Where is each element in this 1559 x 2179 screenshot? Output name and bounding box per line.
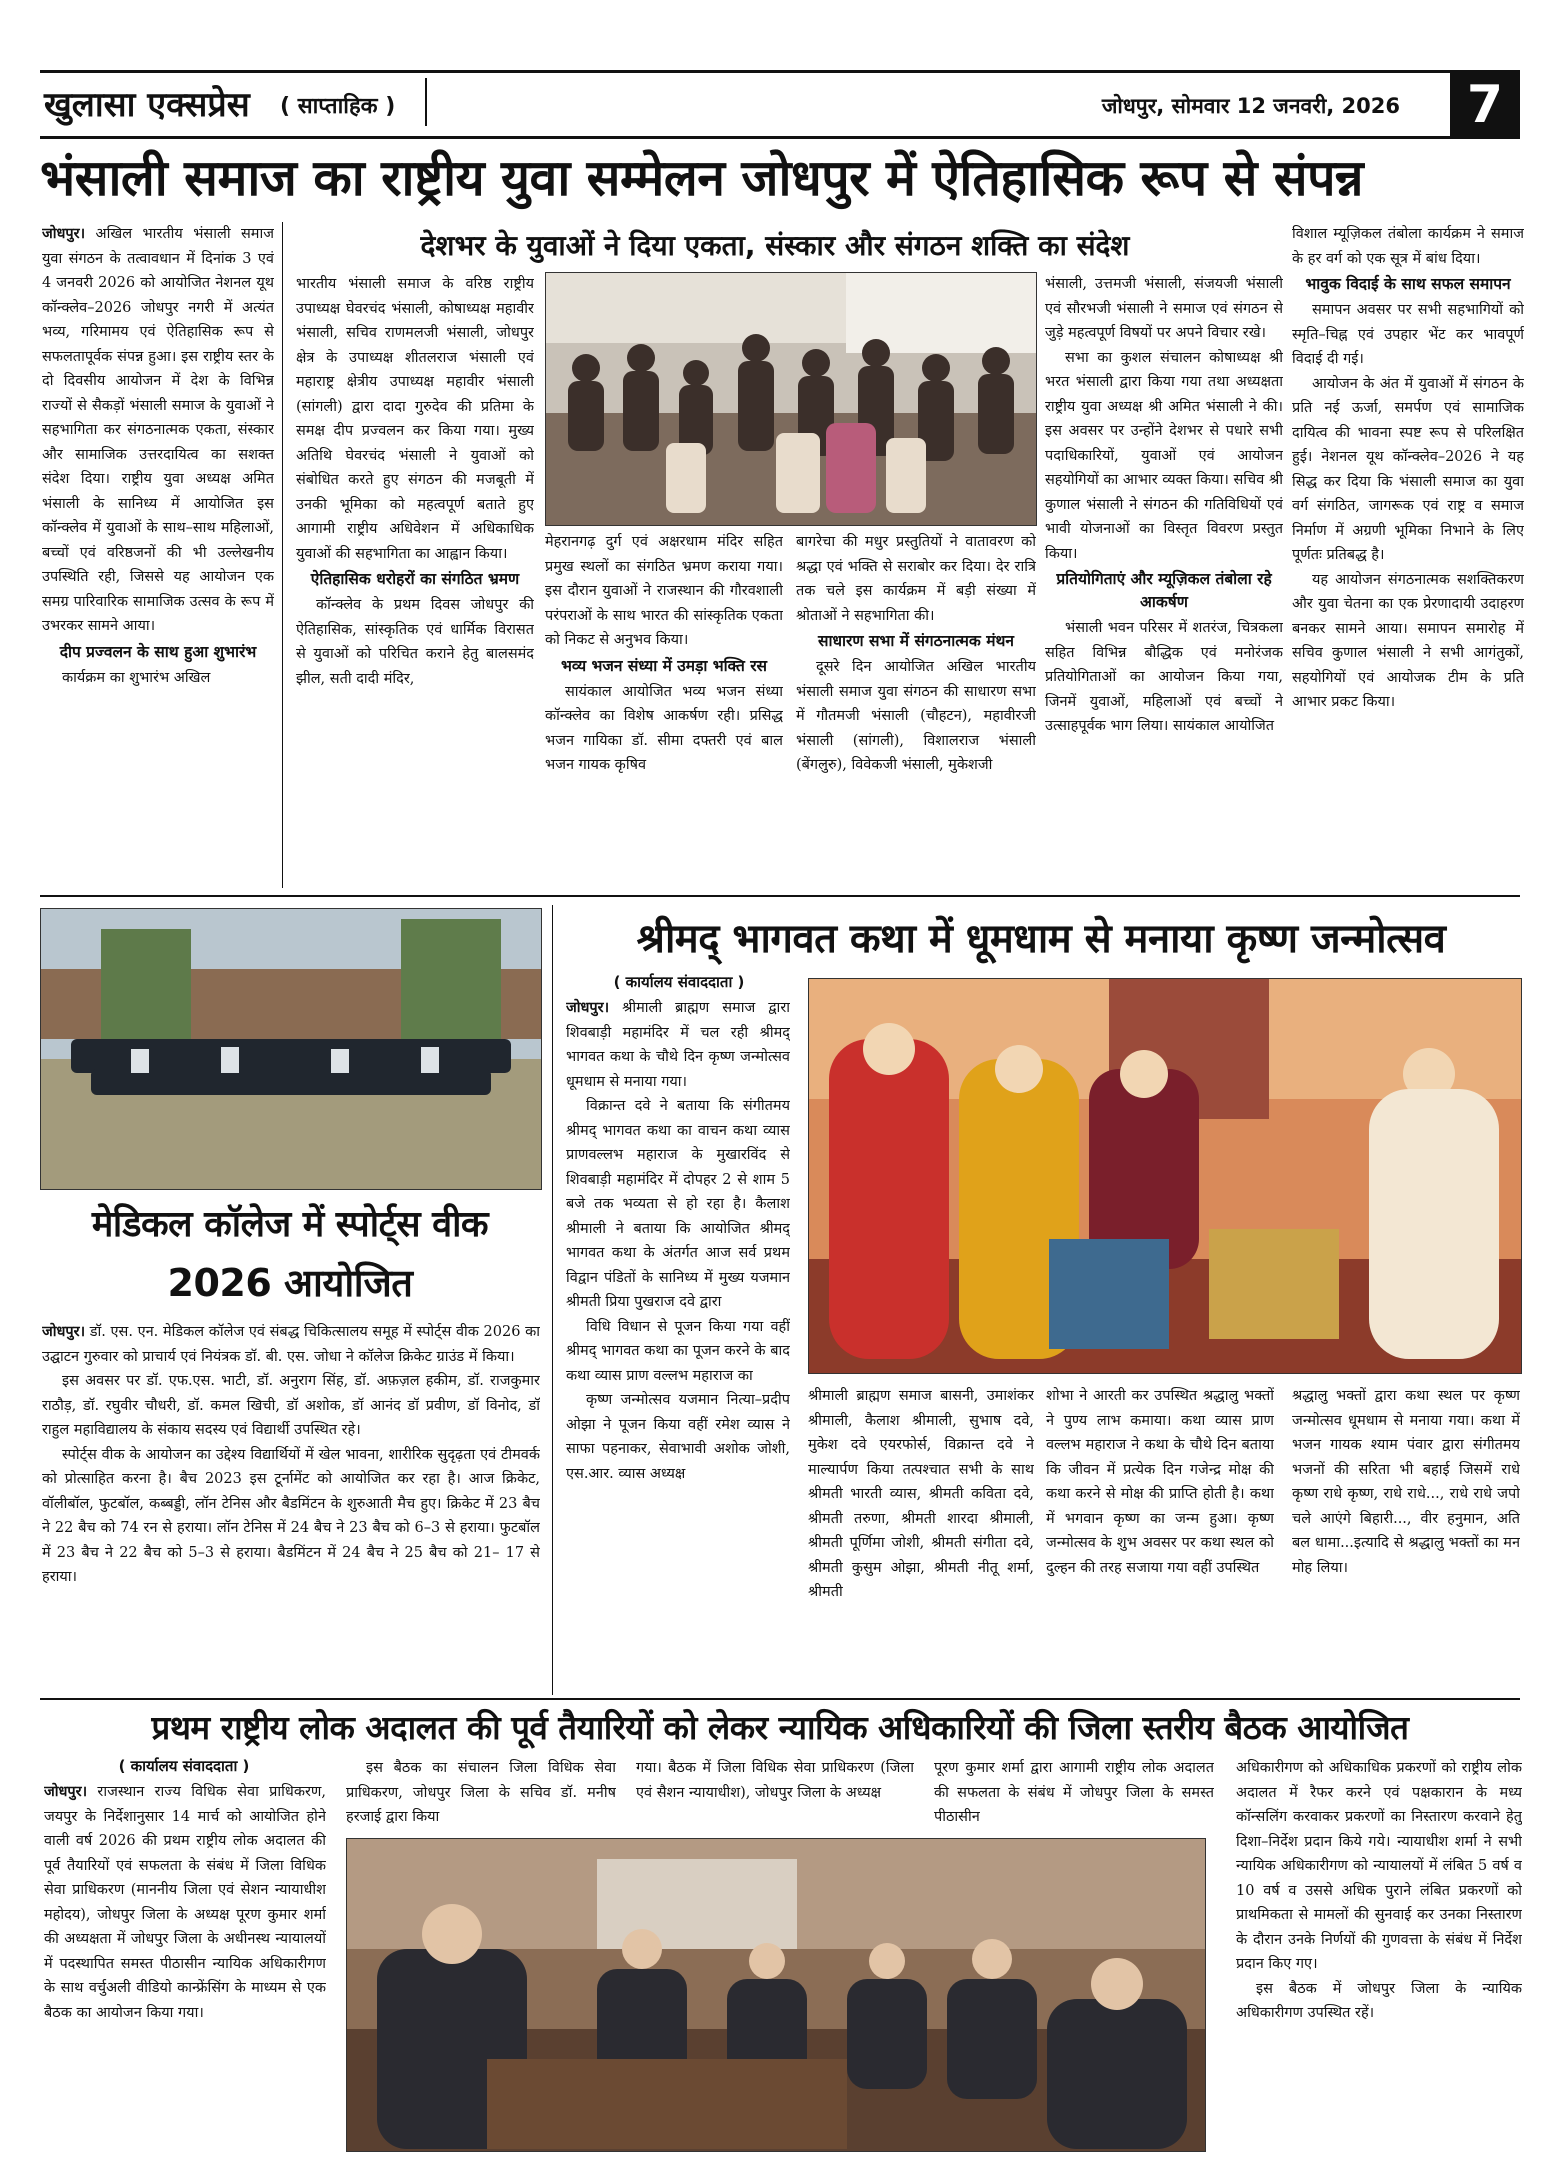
story2-headline-line2: 2026 आयोजित	[167, 1261, 413, 1305]
story1-col3-p2: सायंकाल आयोजित भव्य भजन संध्या कॉन्क्लेव का विशेष आकर्षण रही। प्रसिद्ध भजन गायिका डॉ. सीमा दफ्तरी एवं बाल भजन गायक कृषिव	[545, 683, 783, 773]
story3-col1-p3: विधि विधान से पूजन किया गया वहीं श्रीमद् भागवत कथा का पूजन करने के बाद कथा व्यास प्राण वल्लभ महाराज का	[566, 1318, 790, 1384]
judicial-meeting-photo-art	[347, 1839, 1205, 2151]
story1-col5-p1: भंसाली, उत्तमजी भंसाली, संजयजी भंसाली एवं सौरभजी भंसाली ने समाज एवं संगठन से जुड़े महत्वपूर्ण विषयों पर अपने विचार रखे।	[1045, 276, 1283, 341]
masthead-bottom-rule	[40, 136, 1520, 139]
story2-p3: स्पोर्ट्स वीक के आयोजन का उद्देश्य विद्यार्थियों में खेल भावना, शारीरिक सुदृढ़ता एवं टीमवर्क को प्रोत्साहित करना है। बैच 2023 इस टूर्नामेंट को आयोजित कर रहा है। आज क्रिकेट, वॉलीबॉल, फुटबॉल, कब्बड्डी, लॉन टेनिस और बैडमिंटन के शुरुआती मैच हुए। क्रिकेट में 23 बैच ने 22 बैच को 74 रन से हराया। लॉन टेनिस में 24 बैच ने 23 बैच को 6–3 से हराया। फुटबॉल में 23 बैच ने 22 बैच को 5–3 से हराया। बैडमिंटन में 24 बैच ने 25 बैच को 21– 17 से हराया।	[42, 1446, 540, 1585]
story3-col3	[1046, 1384, 1274, 1692]
masthead-top-rule	[40, 70, 1520, 73]
krishna-janmotsav-photo-art	[809, 979, 1521, 1373]
story1-subheadline: देशभर के युवाओं ने दिया एकता, संस्कार और संगठन शक्ति का संदेश	[420, 229, 1130, 262]
story3-col4	[1292, 1384, 1520, 1692]
section-rule-1	[40, 895, 1520, 897]
story3-col4-p1: श्रद्धालु भक्तों द्वारा कथा स्थल पर कृष्ण जन्मोत्सव धूमधाम से मनाया गया। कथा में भजन गायक श्याम पंवार द्वारा संगीतमय भजनों की सरिता भी बहाई जिसमें राधे कृष्ण राधे कृष्ण, राधे राधे..., राधे राधे जपो चले आएंगे बिहारी..., वीर हनुमान, अति बल धामा...इत्यादि से श्रद्धालु भक्तों का मन मोह लिया।	[1292, 1388, 1520, 1576]
sports-week-photo-art	[41, 909, 541, 1189]
story2-body	[42, 1320, 540, 1692]
page-number: 7	[1450, 72, 1520, 138]
story4-col2	[346, 1756, 616, 1836]
story3-col3-p1: शोभा ने आरती कर उपस्थित श्रद्धालु भक्तों ने पुण्य लाभ कमाया। कथा व्यास प्राण वल्लभ महाराज ने कथा के चौथे दिन बताया कि जीवन में प्रत्येक दिन गजेन्द्र मोक्ष की कथा करने से मोक्ष की प्राप्ति होती है। कथा में भगवान कृष्ण का जन्म हुआ। कृष्ण जन्मोत्सव के शुभ अवसर पर कथा स्थल को दुल्हन की तरह सजाया गया वहीं उपस्थित	[1046, 1388, 1274, 1576]
story4-col2-p1: इस बैठक का संचालन जिला विधिक सेवा प्राधिकरण, जोधपुर जिला के सचिव डॉ. मनीष हरजाई द्वारा किया	[346, 1760, 616, 1825]
story1-col3-p1: मेहरानगढ़ दुर्ग एवं अक्षरधाम मंदिर सहित प्रमुख स्थलों का संगठित भ्रमण कराया गया। इस दौरान युवाओं ने राजस्थान की गौरवशाली परंपराओं के साथ भारत की सांस्कृतिक एकता को निकट से अनुभव किया।	[545, 534, 783, 648]
story4-col5-p1: अधिकारीगण को अधिकाधिक प्रकरणों को राष्ट्रीय लोक अदालत में रैफर करने एवं पक्षकारान के मध्य कॉन्सलिंग करवाकर प्रकरणों का निस्तारण करवाने हेतु दिशा–निर्देश प्रदान किये गये। न्यायाधीश शर्मा ने सभी न्यायिक अधिकारीगण को न्यायालयों में लंबित 5 वर्ष व 10 वर्ष व उससे अधिक पुराने लंबित प्रकरणों को प्राथमिकता से मामलों की सुनवाई कर उनका निस्तारण के दौरान उनके निर्णयों की गुणवत्ता के संबंध में निर्देश प्रदान किए गए।	[1236, 1760, 1522, 1972]
story4-credit: ( कार्यालय संवाददाता )	[118, 1757, 250, 1775]
story3-credit: ( कार्यालय संवाददाता )	[613, 973, 745, 991]
story1-col4-p1: बागरेचा की मधुर प्रस्तुतियों ने वातावरण को श्रद्धा एवं भक्ति से सराबोर कर दिया। देर रात्रि तक चले इस कार्यक्रम में बड़ी संख्या में श्रोताओं ने सहभागिता की।	[796, 534, 1036, 624]
masthead-name: खुलासा एक्सप्रेस	[44, 85, 250, 125]
column-rule	[282, 222, 283, 888]
masthead-divider	[425, 78, 427, 126]
conclave-group-photo-art	[546, 273, 1036, 525]
sports-week-group-photo	[40, 908, 542, 1190]
story1-col6-subhead: भावुक विदाई के साथ सफल समापन	[1305, 275, 1511, 293]
story2-location: जोधपुर।	[42, 1323, 86, 1340]
story3-location: जोधपुर।	[566, 999, 610, 1016]
story4-col3-p1: गया। बैठक में जिला विधिक सेवा प्राधिकरण (जिला एवं सैशन न्यायाधीश), जोधपुर जिला के अध्यक्ष	[636, 1760, 914, 1801]
story3-col1	[566, 996, 790, 1691]
story1-col6-p1: विशाल म्यूज़िकल तंबोला कार्यक्रम ने समाज के हर वर्ग को एक सूत्र में बांध दिया।	[1292, 226, 1524, 267]
story4-col5	[1236, 1756, 1522, 2152]
story3-headline: श्रीमद् भागवत कथा में धूमधाम से मनाया कृष्ण जन्मोत्सव	[636, 916, 1446, 962]
story4-col3	[636, 1756, 914, 1836]
story1-col2	[296, 272, 534, 888]
story1-col6-p2: समापन अवसर पर सभी सहभागियों को स्मृति–चिह्न एवं उपहार भेंट कर भावपूर्ण विदाई दी गई।	[1292, 302, 1524, 367]
story4-col1	[44, 1780, 326, 2150]
story1-col1-subhead: दीप प्रज्वलन के साथ हुआ शुभारंभ	[59, 642, 257, 661]
story2-p2: इस अवसर पर डॉ. एफ.एस. भाटी, डॉ. अनुराग सिंह, डॉ. अफ़ज़ल हकीम, डॉ. राजकुमार राठौड़, डॉ. रघुवीर चौधरी, डॉ. कमल खिची, डॉ अशोक, डॉ आनंद डॉ प्रवीण, डॉ विनोद, डॉ राहुल महाविद्यालय के संकाय सदस्य एवं विद्यार्थी उपस्थित रहे।	[42, 1373, 540, 1438]
story1-col3	[545, 530, 783, 888]
column-rule	[552, 905, 553, 1695]
story1-col4	[796, 530, 1036, 888]
story1-col5	[1045, 272, 1283, 888]
story1-col5-p2: सभा का कुशल संचालन कोषाध्यक्ष श्री भरत भंसाली द्वारा किया गया तथा अध्यक्षता राष्ट्रीय युवा अध्यक्ष श्री अमित भंसाली ने की। इस अवसर पर उन्होंने देशभर से पधारे सभी पदाधिकारियों, युवाओं एवं आयोजन सहयोगियों का आभार व्यक्त किया। सचिव श्री कुणाल भंसाली ने संगठन की गतिविधियों एवं भावी योजनाओं का विस्तृत विवरण प्रस्तुत किया।	[1045, 349, 1283, 562]
story1-headline: भंसाली समाज का राष्ट्रीय युवा सम्मेलन जोधपुर में ऐतिहासिक रूप से संपन्न	[40, 149, 1363, 207]
story1-col2-p2: कॉन्क्लेव के प्रथम दिवस जोधपुर की ऐतिहासिक, सांस्कृतिक एवं धार्मिक विरासत से युवाओं को परिचित कराने हेतु बालसमंद झील, सती दादी मंदिर,	[296, 597, 534, 687]
story4-col5-p2: इस बैठक में जोधपुर जिला के न्यायिक अधिकारीगण उपस्थित रहें।	[1236, 1980, 1522, 2021]
story1-col3-subhead: भव्य भजन संध्या में उमड़ा भक्ति रस	[560, 656, 768, 675]
story2-headline-line1: मेडिकल कॉलेज में स्पोर्ट्स वीक	[91, 1204, 489, 1245]
story1-col2-p1: भारतीय भंसाली समाज के वरिष्ठ राष्ट्रीय उपाध्यक्ष घेवरचंद भंसाली, कोषाध्यक्ष महावीर भंसाली, सचिव राणमलजी भंसाली, जोधपुर क्षेत्र के उपाध्यक्ष शीतलराज भंसाली एवं महाराष्ट्र क्षेत्रीय उपाध्यक्ष महावीर भंसाली (सांगली) द्वारा दादा गुरुदेव की प्रतिमा के समक्ष दीप प्रज्वलन कर किया गया। मुख्य अतिथि घेवरचंद भंसाली ने युवाओं को संबोधित करते हुए संगठन की मजबूती में उनकी भूमिका को महत्वपूर्ण बताते हुए आगामी राष्ट्रीय अधिवेशन में अधिकाधिक युवाओं की सहभागिता का आह्वान किया।	[296, 276, 534, 562]
story1-col5-subhead: प्रतियोगिताएं और म्यूज़िकल तंबोला रहे आकर्षण	[1056, 570, 1272, 611]
masthead-frequency: ( साप्ताहिक )	[280, 94, 396, 119]
story4-col1-p1: राजस्थान राज्य विधिक सेवा प्राधिकरण, जयपुर के निर्देशानुसार 14 मार्च को आयोजित होने वाली वर्ष 2026 की प्रथम राष्ट्रीय लोक अदालत की पूर्व तैयारियों एवं सफलता के संबंध में जिला विधिक सेवा प्राधिकरण (माननीय जिला एवं सेशन न्यायाधीश महोदय), जोधपुर जिला के अध्यक्ष पूरण कुमार शर्मा की अध्यक्षता में जोधपुर जिला के अधीनस्थ न्यायालयों में पदस्थापित समस्त पीठासीन न्यायिक अधिकारीगण के साथ वर्चुअली वीडियो कान्फ्रेंसिंग के माध्यम से एक बैठक का आयोजन किया गया।	[44, 1784, 326, 2021]
story3-col2-p1: श्रीमाली ब्राह्मण समाज बासनी, उमाशंकर श्रीमाली, कैलाश श्रीमाली, सुभाष दवे, मुकेश दवे एयरफोर्स, विक्रान्त दवे ने माल्यार्पण किया तत्पश्चात सभी के साथ श्रीमती भारती व्यास, श्रीमती कविता दवे, श्रीमती तरुणा, श्रीमती शारदा श्रीमाली, श्रीमती पूर्णिमा जोशी, श्रीमती संगीता दवे, श्रीमती कुसुम ओझा, श्रीमती नीतू शर्मा, श्रीमती	[808, 1388, 1034, 1600]
story3-col1-p2: विक्रान्त दवे ने बताया कि संगीतमय श्रीमद् भागवत कथा का वाचन कथा व्यास प्राणवल्लभ महाराज के मुखारविंद से शिवबाड़ी महामंदिर में दोपहर 2 से शाम 5 बजे तक भव्यता से हो रहा है। कैलाश श्रीमाली ने बताया कि आयोजित श्रीमद् भागवत कथा के अंतर्गत आज सर्व प्रथम विद्वान पंडितों के सानिध्य में मुख्य यजमान श्रीमती प्रिया पुखराज दवे द्वारा	[566, 1098, 790, 1310]
story1-col2-subhead: ऐतिहासिक धरोहरों का संगठित भ्रमण	[310, 570, 520, 588]
story4-headline: प्रथम राष्ट्रीय लोक अदालत की पूर्व तैयारियों को लेकर न्यायिक अधिकारियों की जिला स्तरीय बैठक आयोजित	[151, 1708, 1409, 1747]
story2-p1: डॉ. एस. एन. मेडिकल कॉलेज एवं संबद्ध चिकित्सालय समूह में स्पोर्ट्स वीक 2026 का उद्घाटन गुरुवार को प्राचार्य एवं नियंत्रक डॉ. बी. एस. जोधा ने कॉलेज क्रिकेट ग्राउंड में किया।	[42, 1324, 540, 1365]
story1-col4-subhead: साधारण सभा में संगठनात्मक मंथन	[818, 632, 1014, 650]
story3-col1-p1: श्रीमाली ब्राह्मण समाज द्वारा शिवबाड़ी महामंदिर में चल रही श्रीमद् भागवत कथा के चौथे दिन कृष्ण जन्मोत्सव धूमधाम से मनाया गया।	[566, 1000, 790, 1090]
story4-location: जोधपुर।	[44, 1783, 88, 1800]
dateline: जोधपुर, सोमवार 12 जनवरी, 2026	[1101, 94, 1400, 118]
story1-col4-p2: दूसरे दिन आयोजित अखिल भारतीय भंसाली समाज युवा संगठन की साधारण सभा में गौतमजी भंसाली (चौहटन), महावीरजी भंसाली (सांगली), विशालराज भंसाली (बेंगलुरु), विवेकजी भंसाली, मुकेशजी	[796, 659, 1036, 773]
story1-col6	[1292, 222, 1524, 888]
conclave-group-photo	[545, 272, 1037, 526]
story1-col1	[42, 222, 274, 890]
story1-col6-p3: आयोजन के अंत में युवाओं में संगठन के प्रति नई ऊर्जा, समर्पण एवं सामाजिक दायित्व की भावना स्पष्ट रूप से परिलक्षित हुई। नेशनल यूथ कॉन्क्लेव–2026 ने यह सिद्ध कर दिया कि भंसाली समाज का युवा वर्ग संगठित, जागरूक एवं राष्ट्र व समाज निर्माण में अग्रणी भूमिका निभाने के लिए पूर्णतः प्रतिबद्ध है।	[1292, 375, 1524, 563]
story1-col1-p2: कार्यक्रम का शुभारंभ अखिल	[62, 669, 211, 686]
section-rule-2	[40, 1698, 1520, 1700]
story1-col1-p1: अखिल भारतीय भंसाली समाज युवा संगठन के तत्वावधान में दिनांक 3 एवं 4 जनवरी 2026 को आयोजित नेशनल यूथ कॉन्क्लेव–2026 जोधपुर नगरी में अत्यंत भव्य, गरिमामय एवं ऐतिहासिक रूप से सफलतापूर्वक संपन्न हुआ। इस राष्ट्रीय स्तर के दो दिवसीय आयोजन में देश के विभिन्न राज्यों से सैकड़ों भंसाली समाज के युवाओं ने सहभागिता कर संगठनात्मक एकता, संस्कार और सामाजिक उत्तरदायित्व का सशक्त संदेश दिया। राष्ट्रीय युवा अध्यक्ष अमित भंसाली के सानिध्य में आयोजित इस कॉन्क्लेव में युवाओं के साथ–साथ महिलाओं, बच्चों एवं वरिष्ठजनों की भी उल्लेखनीय उपस्थिति रही, जिससे यह आयोजन एक समग्र पारिवारिक सामाजिक उत्सव के रूप में उभरकर सामने आया।	[42, 226, 274, 634]
story3-col1-p4: कृष्ण जन्मोत्सव यजमान नित्या–प्रदीप ओझा ने पूजन किया वहीं रमेश व्यास ने साफा पहनाकर, सेवाभावी अशोक जोशी, एस.आर. व्यास अध्यक्ष	[566, 1392, 790, 1482]
story4-col4	[934, 1756, 1214, 1836]
story1-col6-p4: यह आयोजन संगठनात्मक सशक्तिकरण और युवा चेतना का एक प्रेरणादायी उदाहरण बनकर सामने आया। समापन समारोह में सचिव कुणाल भंसाली ने सभी आगंतुकों, सहयोगियों एवं आयोजक टीम के प्रति आभार प्रकट किया।	[1292, 571, 1524, 710]
story3-col2	[808, 1384, 1034, 1692]
story4-col4-p1: पूरण कुमार शर्मा द्वारा आगामी राष्ट्रीय लोक अदालत की सफलता के संबंध में जोधपुर जिला के समस्त पीठासीन	[934, 1760, 1214, 1825]
story1-col5-p3: भंसाली भवन परिसर में शतरंज, चित्रकला सहित विभिन्न बौद्धिक एवं मनोरंजक प्रतियोगिताओं का आयोजन किया गया, जिनमें युवाओं, महिलाओं एवं बच्चों ने उत्साहपूर्वक भाग लिया। सायंकाल आयोजित	[1045, 620, 1283, 734]
judicial-meeting-photo	[346, 1838, 1206, 2152]
story1-location: जोधपुर।	[42, 225, 86, 242]
krishna-janmotsav-photo	[808, 978, 1522, 1374]
